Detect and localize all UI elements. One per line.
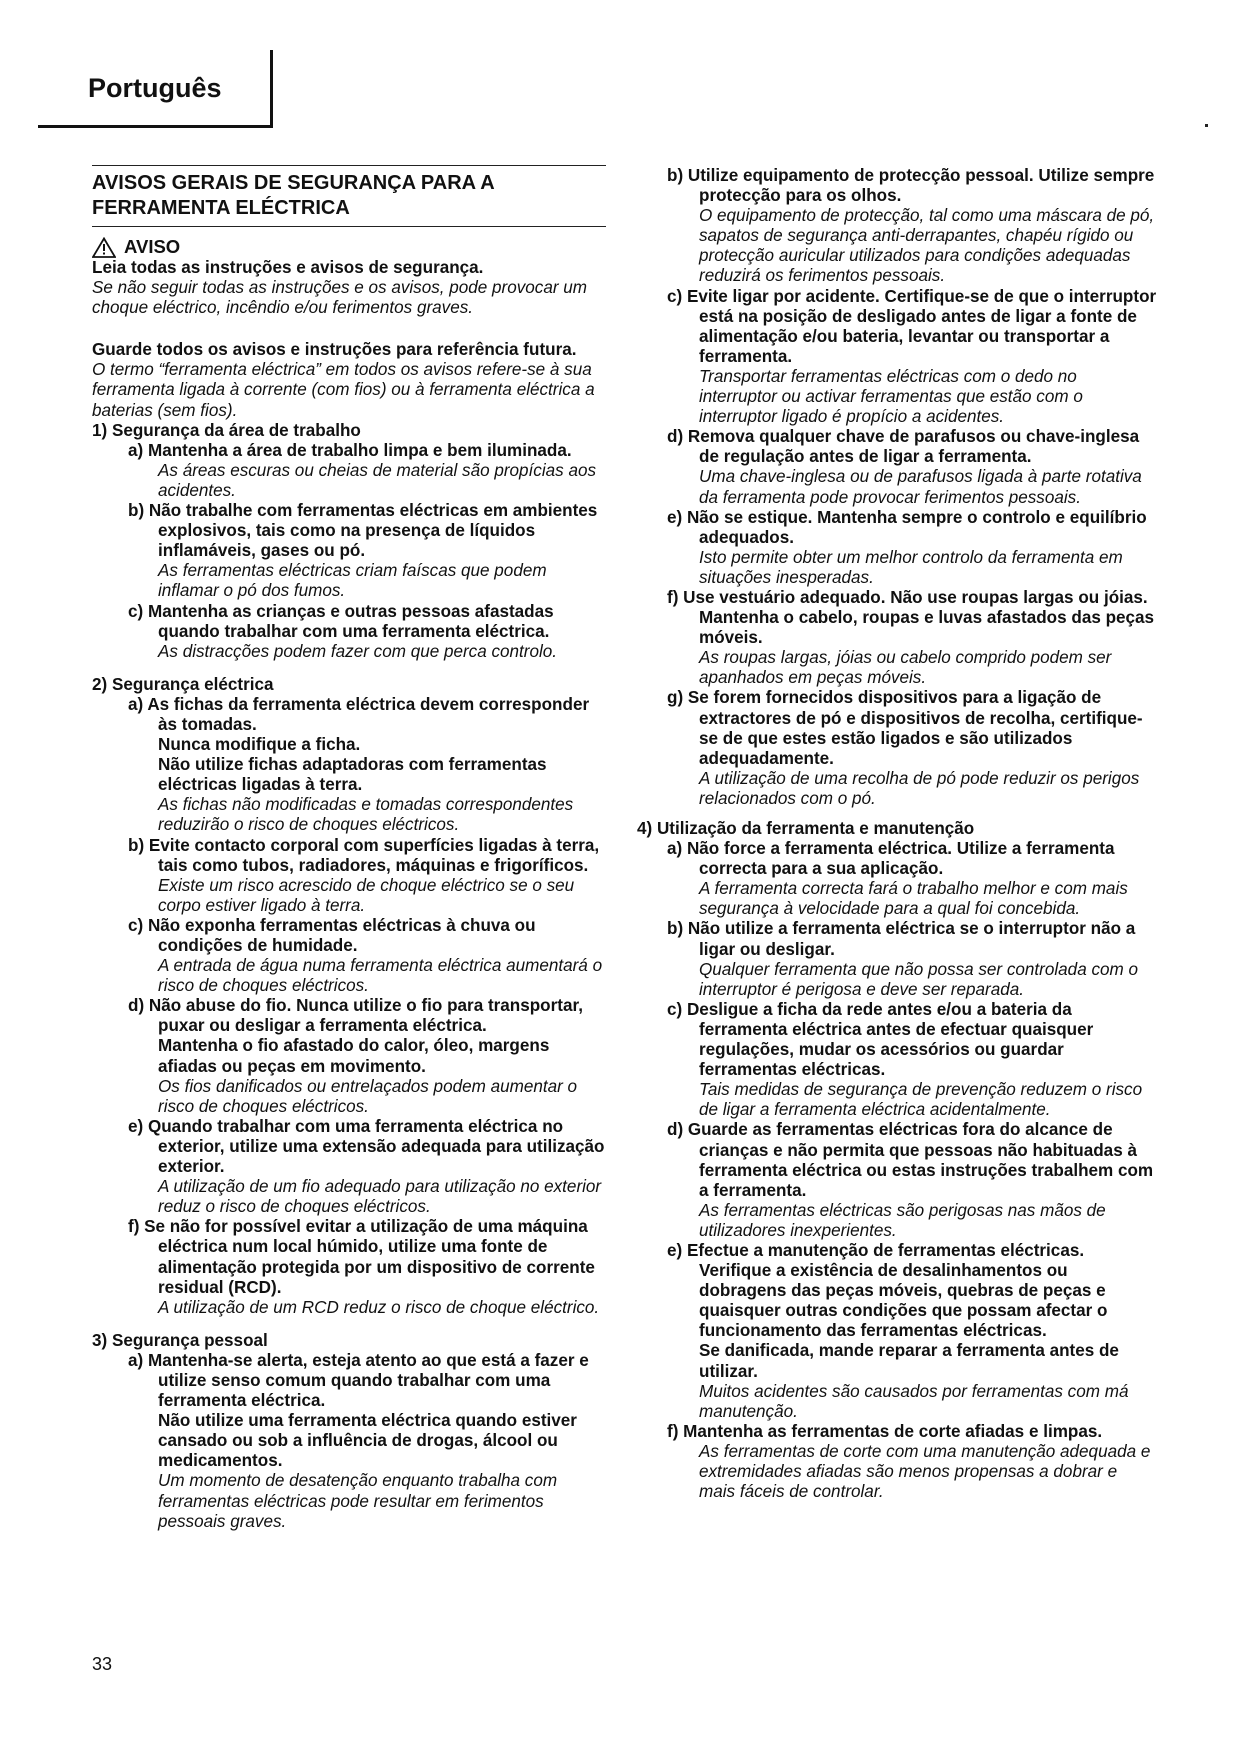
item-2c: c) Não exponha ferramentas eléctricas à chuva ou condições de humidade. [128,915,536,955]
section-3-heading: 3) Segurança pessoal [92,1330,268,1350]
item-2c-desc: A entrada de água numa ferramenta eléctrica aumentará o risco de choques eléctricos. [158,956,603,996]
intro-bold: Leia todas as instruções e avisos de segurança. [92,258,484,277]
section-4-heading: 4) Utilização da ferramenta e manutenção [637,819,975,838]
keep-instructions-italic: O termo “ferramenta eléctrica” em todos os avisos refere-se à sua ferramenta ligada à corrente (com fios) ou à ferramenta eléctrica a baterias (sem fios). [92,360,595,420]
item-1c: c) Mantenha as crianças e outras pessoas afastadas quando trabalhar com uma ferramenta eléctrica. [128,601,554,641]
item-4e-desc: Muitos acidentes são causados por ferramentas com má manutenção. [699,1381,1129,1421]
item-3e-desc: Isto permite obter um melhor controlo da ferramenta em situações inesperadas. [699,547,1123,587]
item-4a: a) Não force a ferramenta eléctrica. Utilize a ferramenta correcta para a sua aplicação. [667,839,1115,879]
item-1b: b) Não trabalhe com ferramentas eléctricas em ambientes explosivos, tais como na presença de líquidos inflamáveis, gases ou pó. [128,501,598,561]
item-2e: e) Quando trabalhar com uma ferramenta eléctrica no exterior, utilize uma extensão adequada para utilização exterior. [128,1116,605,1177]
item-3a-line2: Não utilize uma ferramenta eléctrica quando estiver cansado ou sob a influência de drogas, álcool ou medicamentos. [158,1411,577,1471]
item-3b-desc: O equipamento de protecção, tal como uma máscara de pó, sapatos de segurança anti-derrapantes, chapéu rígido ou protecção auricular utilizados para condições adequadas reduzirá os ferimentos pessoais. [699,206,1155,286]
item-4d: d) Guarde as ferramentas eléctricas fora do alcance de crianças e não permita que pessoas não habituadas à ferramenta eléctrica ou estas instruções trabalhem com a ferramenta. [667,1120,1154,1200]
page-number: 33 [92,1654,113,1674]
item-3c: c) Evite ligar por acidente. Certifique-se de que o interruptor está na posição de desligado antes de ligar a fonte de alimentação e/ou bateria, levantar ou transportar a ferramenta. [667,286,1157,366]
left-column [92,165,606,1532]
section-1-heading: 1) Segurança da área de trabalho [92,420,361,440]
item-3b: b) Utilize equipamento de protecção pessoal. Utilize sempre protecção para os olhos. [667,166,1155,206]
item-2f: f) Se não for possível evitar a utilização de uma máquina eléctrica num local húmido, utilize uma fonte de alimentação protegida por um dispositivo de corrente residual (RCD). [128,1217,595,1297]
warning-triangle-icon [92,237,116,258]
stray-mark [1205,124,1208,127]
item-1b-desc: As ferramentas eléctricas criam faíscas que podem inflamar o pó dos fumos. [158,561,547,601]
item-1c-desc: As distracções podem fazer com que perca controlo. [158,641,558,661]
item-2a: a) As fichas da ferramenta eléctrica devem corresponder às tomadas. [128,694,590,734]
item-2f-desc: A utilização de um RCD reduz o risco de choque eléctrico. [158,1297,600,1317]
warning-label: AVISO [124,236,181,258]
item-2a-line2: Nunca modifique a ficha. [158,735,361,755]
item-4d-desc: As ferramentas eléctricas são perigosas nas mãos de utilizadores inexperientes. [699,1200,1106,1240]
item-2e-desc: A utilização de um fio adequado para utilização no exterior reduz o risco de choques eléctricos. [158,1177,602,1217]
section-title-box [92,165,606,227]
item-4a-desc: A ferramenta correcta fará o trabalho melhor e com mais segurança à velocidade para a qual foi concebida. [699,879,1128,919]
item-4f: f) Mantenha as ferramentas de corte afiadas e limpas. [667,1421,1103,1441]
item-2a-line3: Não utilize fichas adaptadoras com ferramentas eléctricas ligadas à terra. [158,755,547,795]
item-4b-desc: Qualquer ferramenta que não possa ser controlada com o interruptor é perigosa e deve ser reparada. [699,959,1138,999]
item-3g: g) Se forem fornecidos dispositivos para a ligação de extractores de pó e dispositivos de recolha, certifique-se de que estes estão ligados e são utilizados adequadamente. [667,688,1143,768]
item-3f: f) Use vestuário adequado. Não use roupas largas ou jóias. Mantenha o cabelo, roupas e luvas afastados das peças móveis. [667,587,1155,648]
item-3f-desc: As roupas largas, jóias ou cabelo comprido podem ser apanhados em peças móveis. [699,648,1112,688]
item-3a: a) Mantenha-se alerta, esteja atento ao que está a fazer e utilize senso comum quando trabalhar com uma ferramenta eléctrica. [128,1350,589,1411]
section-title-line2: FERRAMENTA ELÉCTRICA [92,197,350,219]
item-2a-desc: As fichas não modificadas e tomadas correspondentes reduzirão o risco de choques eléctricos. [158,795,574,835]
item-1a-desc: As áreas escuras ou cheias de material são propícias aos acidentes. [158,460,597,500]
item-3a-desc: Um momento de desatenção enquanto trabalha com ferramentas eléctricas pode resultar em ferimentos pessoais graves. [158,1471,558,1531]
item-1a: a) Mantenha a área de trabalho limpa e bem iluminada. [128,440,572,460]
item-4c: c) Desligue a ficha da rede antes e/ou a bateria da ferramenta eléctrica antes de efectuar quaisquer regulações, mudar os acessórios ou guardar ferramentas eléctricas. [667,999,1094,1080]
intro-italic: Se não seguir todas as instruções e os avisos, pode provocar um choque eléctrico, incêndio e/ou ferimentos graves. [92,278,588,318]
item-3c-desc: Transportar ferramentas eléctricas com o dedo no interruptor ou activar ferramentas que estão com o interruptor ligado é propício a acidentes. [699,366,1083,427]
item-2d-desc: Os fios danificados ou entrelaçados podem aumentar o risco de choques eléctricos. [158,1076,578,1116]
item-2b: b) Evite contacto corporal com superfícies ligadas à terra, tais como tubos, radiadores, máquinas e frigoríficos. [128,835,600,875]
item-3d-desc: Uma chave-inglesa ou de parafusos ligada à parte rotativa da ferramenta pode provocar ferimentos pessoais. [699,467,1142,507]
section-2-heading: 2) Segurança eléctrica [92,674,274,694]
item-2b-desc: Existe um risco acrescido de choque eléctrico se o seu corpo estiver ligado à terra. [158,875,575,915]
item-4e-line3: Se danificada, mande reparar a ferramenta antes de utilizar. [699,1341,1119,1381]
right-column [637,166,1157,1502]
item-2d-line2: Mantenha o fio afastado do calor, óleo, margens afiadas ou peças em movimento. [158,1036,550,1076]
item-4e-line2: Verifique a existência de desalinhamentos ou dobragens das peças móveis, quebras de peças e quaisquer outras condições que possam afectar o funcionamento das ferramentas eléctricas. [699,1261,1108,1341]
warning-heading [92,237,606,258]
item-4b: b) Não utilize a ferramenta eléctrica se o interruptor não a ligar ou desligar. [667,919,1136,959]
item-4f-desc: As ferramentas de corte com uma manutenção adequada e extremidades afiadas são menos propensas a dobrar e mais fáceis de controlar. [699,1441,1151,1502]
section-title-line1: AVISOS GERAIS DE SEGURANÇA PARA A [92,172,495,194]
keep-instructions-bold: Guarde todos os avisos e instruções para referência futura. [92,340,577,360]
item-3d: d) Remova qualquer chave de parafusos ou chave-inglesa de regulação antes de ligar a ferramenta. [667,427,1140,467]
item-3g-desc: A utilização de uma recolha de pó pode reduzir os perigos relacionados com o pó. [699,768,1140,808]
language-label: Português [88,73,222,103]
item-4e: e) Efectue a manutenção de ferramentas eléctricas. [667,1240,1085,1260]
item-2d: d) Não abuse do fio. Nunca utilize o fio para transportar, puxar ou desligar a ferramenta eléctrica. [128,996,583,1036]
item-3e: e) Não se estique. Mantenha sempre o controlo e equilíbrio adequados. [667,507,1147,547]
item-4c-desc: Tais medidas de segurança de prevenção reduzem o risco de ligar a ferramenta eléctrica acidentalmente. [699,1080,1143,1120]
